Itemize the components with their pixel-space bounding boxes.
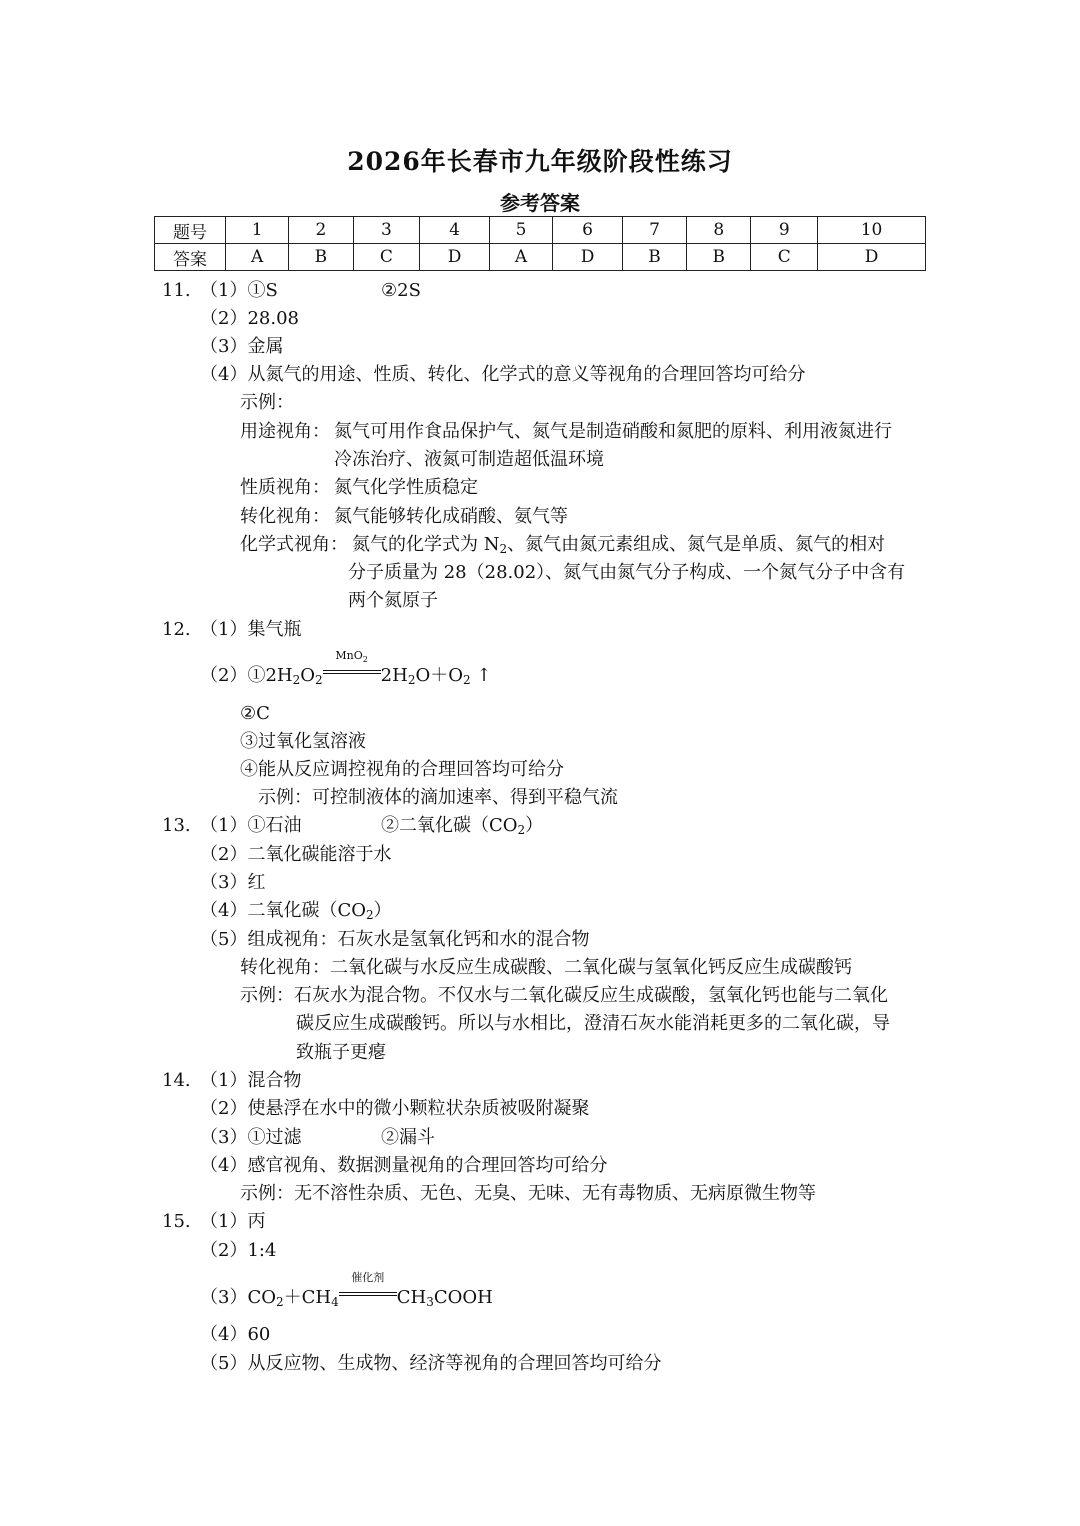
question-number-13: 13.: [162, 815, 191, 836]
q15-equation: $(3)CO_2+CH_4$ 催化剂 $CH_3COOH$: [200, 1271, 493, 1309]
table-cell: 9: [751, 217, 818, 244]
table-cell: 4: [420, 217, 490, 244]
table-cell: C: [751, 244, 818, 271]
table-cell: 5: [489, 217, 552, 244]
question-number-14: 14.: [162, 1070, 191, 1091]
q13-part1: （1）①石油: [200, 815, 302, 836]
table-cell: 2: [289, 217, 353, 244]
reaction-condition: MnO$_2$: [323, 664, 381, 688]
table-cell: D: [818, 244, 926, 271]
answer-table: [154, 216, 926, 271]
table-cell: 6: [553, 217, 623, 244]
q11-formula-line3: 两个氮原子: [348, 590, 438, 611]
q14-part3: （3）①过滤: [200, 1127, 302, 1148]
row-label-number: 题号: [155, 217, 226, 244]
q12-equation: $(2)①2H_2O_2$ MnO$_2$ $2H_2O+O_2$ ↑: [200, 649, 492, 687]
q13-part4: （4）二氧化碳$(CO_2)$: [200, 900, 392, 922]
q11-part1-b: ②2S: [381, 280, 421, 301]
q11-conv-label: 转化视角：: [240, 506, 330, 527]
q14-part1: （1）混合物: [200, 1070, 302, 1091]
q11-part3: （3）金属: [200, 336, 284, 357]
q11-part4: （4）从氮气的用途、性质、转化、化学式的意义等视角的合理回答均可给分: [200, 364, 806, 385]
q15-part5: （5）从反应物、生成物、经济等视角的合理回答均可给分: [200, 1353, 662, 1374]
q13-part5-c: 示例：石灰水为混合物。不仅水与二氧化碳反应生成碳酸，氢氧化钙也能与二氧化: [240, 985, 888, 1006]
table-cell: D: [420, 244, 490, 271]
table-cell: 7: [622, 217, 686, 244]
table-cell: B: [687, 244, 751, 271]
q11-use-label: 用途视角：: [240, 421, 330, 442]
q12-part2-c: ②C: [240, 703, 270, 724]
gas-arrow-icon: ↑: [476, 665, 492, 686]
q13-part5-d: 碳反应生成碳酸钙。所以与水相比，澄清石灰水能消耗更多的二氧化碳，导: [296, 1013, 890, 1034]
q11-formula-label: 化学式视角：: [240, 534, 348, 555]
page-subtitle: 参考答案: [500, 191, 580, 215]
table-cell: D: [553, 244, 623, 271]
q11-use-line1: 氮气可用作食品保护气、氮气是制造硝酸和氮肥的原料、利用液氮进行: [334, 421, 892, 442]
q15-part4: （4）60: [200, 1324, 271, 1345]
row-label-answer: 答案: [155, 244, 226, 271]
q13-part5-e: 致瓶子更瘪: [296, 1042, 386, 1063]
table-row-numbers: [155, 217, 926, 244]
q11-example-label: 示例：: [240, 392, 294, 413]
table-cell: 8: [687, 217, 751, 244]
q11-prop-line1: 氮气化学性质稳定: [334, 477, 478, 498]
q11-part2: （2）28.08: [200, 308, 299, 329]
q14-part2: （2）使悬浮在水中的微小颗粒状杂质被吸附凝聚: [200, 1098, 590, 1119]
table-cell: B: [289, 244, 353, 271]
table-cell: B: [622, 244, 686, 271]
q15-part2: （2）1:4: [200, 1240, 277, 1261]
q11-conv-line1: 氮气能够转化成硝酸、氨气等: [334, 506, 568, 527]
table-row-answers: [155, 244, 926, 271]
question-number-12: 12.: [162, 619, 191, 640]
q13-part3: （3）红: [200, 872, 266, 893]
q14-part4: （4）感官视角、数据测量视角的合理回答均可给分: [200, 1155, 608, 1176]
table-cell: 1: [226, 217, 289, 244]
question-number-15: 15.: [162, 1211, 191, 1232]
q13-part1-b: ②二氧化碳$(CO_2)$: [381, 815, 544, 837]
q15-part1: （1）丙: [200, 1211, 266, 1232]
page-title: 2026年长春市九年级阶段性练习: [347, 147, 733, 176]
q13-part5: （5）组成视角：石灰水是氢氧化钙和水的混合物: [200, 929, 590, 950]
q14-part3-b: ②漏斗: [381, 1127, 435, 1148]
reaction-condition: 催化剂: [339, 1286, 397, 1310]
table-cell: A: [489, 244, 552, 271]
q12-part1: （1）集气瓶: [200, 619, 302, 640]
q11-prop-label: 性质视角：: [240, 477, 330, 498]
table-cell: 10: [818, 217, 926, 244]
table-cell: 3: [353, 217, 420, 244]
q12-part2-e: ④能从反应调控视角的合理回答均可给分: [240, 759, 564, 780]
q12-part2-d: ③过氧化氢溶液: [240, 731, 366, 752]
q13-part2: （2）二氧化碳能溶于水: [200, 844, 392, 865]
q13-part5-b: 转化视角：二氧化碳与水反应生成碳酸、二氧化碳与氢氧化钙反应生成碳酸钙: [240, 957, 852, 978]
question-number-11: 11.: [162, 280, 191, 301]
q11-use-line2: 冷冻治疗、液氮可制造超低温环境: [334, 449, 604, 470]
table-cell: A: [226, 244, 289, 271]
q14-part4-b: 示例：无不溶性杂质、无色、无臭、无味、无有毒物质、无病原微生物等: [240, 1183, 816, 1204]
table-cell: C: [353, 244, 420, 271]
q12-part2-f: 示例：可控制液体的滴加速率、得到平稳气流: [258, 787, 618, 808]
q11-formula-line1: 氮气的化学式为 $N_2$、氮气由氮元素组成、氮气是单质、氮气的相对: [352, 534, 886, 556]
q11-part1: （1）①S: [200, 280, 278, 301]
q11-formula-line2: 分子质量为 28（28.02）、氮气由氮气分子构成、一个氮气分子中含有: [348, 562, 906, 583]
